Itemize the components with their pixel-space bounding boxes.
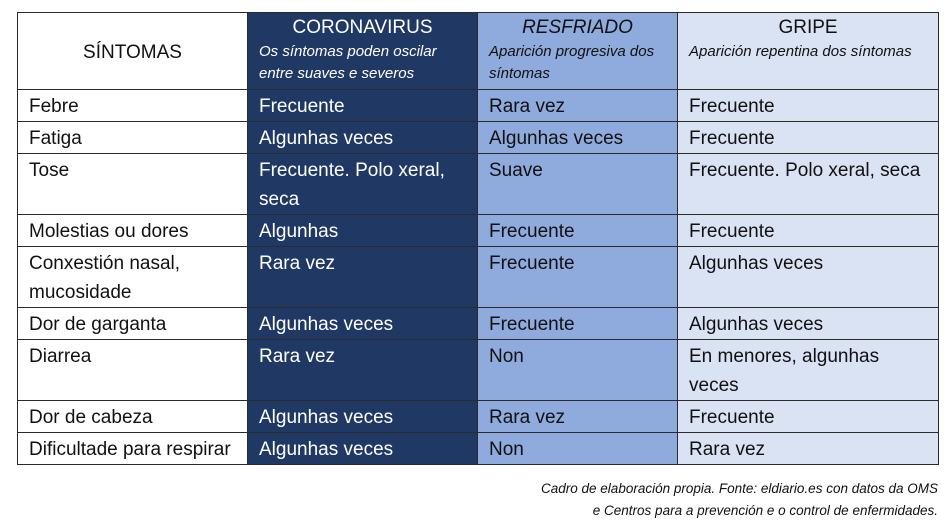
source-caption [338, 478, 938, 522]
resfriado-cell: Frecuente [478, 215, 678, 247]
symptom-cell: Diarrea [18, 340, 248, 401]
header-resfriado-title: RESFRIADO [522, 17, 633, 38]
resfriado-cell: Frecuente [478, 308, 678, 340]
symptoms-comparison-table [17, 12, 939, 465]
coronavirus-cell: Frecuente. Polo xeral, seca [248, 154, 478, 215]
table-row [18, 308, 939, 340]
resfriado-cell: Non [478, 340, 678, 401]
table-row [18, 154, 939, 215]
table-header-row [18, 13, 939, 90]
resfriado-cell: Algunhas veces [478, 122, 678, 154]
coronavirus-cell: Rara vez [248, 247, 478, 308]
gripe-cell: Algunhas veces [678, 247, 939, 308]
table-row [18, 215, 939, 247]
symptom-cell: Dificultade para respirar [18, 433, 248, 465]
source-line-1: Cadro de elaboración propia. Fonte: eldiario.es con datos da OMS [541, 481, 938, 496]
symptom-cell: Febre [18, 90, 248, 122]
coronavirus-cell: Algunhas veces [248, 433, 478, 465]
header-gripe [678, 13, 939, 90]
coronavirus-cell: Algunhas veces [248, 401, 478, 433]
table-row [18, 401, 939, 433]
resfriado-cell: Frecuente [478, 247, 678, 308]
resfriado-cell: Suave [478, 154, 678, 215]
header-coronavirus-subtitle: Os síntomas poden oscilar entre suaves e severos [259, 43, 437, 82]
header-coronavirus [248, 13, 478, 90]
header-symptoms: SÍNTOMAS [18, 13, 248, 90]
gripe-cell: Frecuente [678, 90, 939, 122]
coronavirus-cell: Algunhas [248, 215, 478, 247]
resfriado-cell: Rara vez [478, 90, 678, 122]
resfriado-cell: Non [478, 433, 678, 465]
symptom-cell: Dor de garganta [18, 308, 248, 340]
gripe-cell: Frecuente [678, 122, 939, 154]
table-row [18, 433, 939, 465]
header-resfriado [478, 13, 678, 90]
symptom-cell: Dor de cabeza [18, 401, 248, 433]
table-row [18, 247, 939, 308]
header-coronavirus-title: CORONAVIRUS [292, 17, 433, 38]
source-line-2: e Centros para a prevención e o control de enfermidades. [592, 503, 938, 518]
table-row [18, 122, 939, 154]
symptom-cell: Fatiga [18, 122, 248, 154]
gripe-cell: Rara vez [678, 433, 939, 465]
header-resfriado-subtitle: Aparición progresiva dos síntomas [489, 43, 655, 82]
gripe-cell: Algunhas veces [678, 308, 939, 340]
header-gripe-subtitle: Aparición repentina dos síntomas [689, 43, 912, 60]
coronavirus-cell: Frecuente [248, 90, 478, 122]
gripe-cell: En menores, algunhas veces [678, 340, 939, 401]
gripe-cell: Frecuente [678, 401, 939, 433]
symptom-cell: Conxestión nasal, mucosidade [18, 247, 248, 308]
coronavirus-cell: Rara vez [248, 340, 478, 401]
symptom-cell: Tose [18, 154, 248, 215]
resfriado-cell: Rara vez [478, 401, 678, 433]
symptom-cell: Molestias ou dores [18, 215, 248, 247]
coronavirus-cell: Algunhas veces [248, 122, 478, 154]
gripe-cell: Frecuente. Polo xeral, seca [678, 154, 939, 215]
gripe-cell: Frecuente [678, 215, 939, 247]
table-row [18, 340, 939, 401]
coronavirus-cell: Algunhas veces [248, 308, 478, 340]
table-row [18, 90, 939, 122]
header-gripe-title: GRIPE [778, 17, 838, 38]
